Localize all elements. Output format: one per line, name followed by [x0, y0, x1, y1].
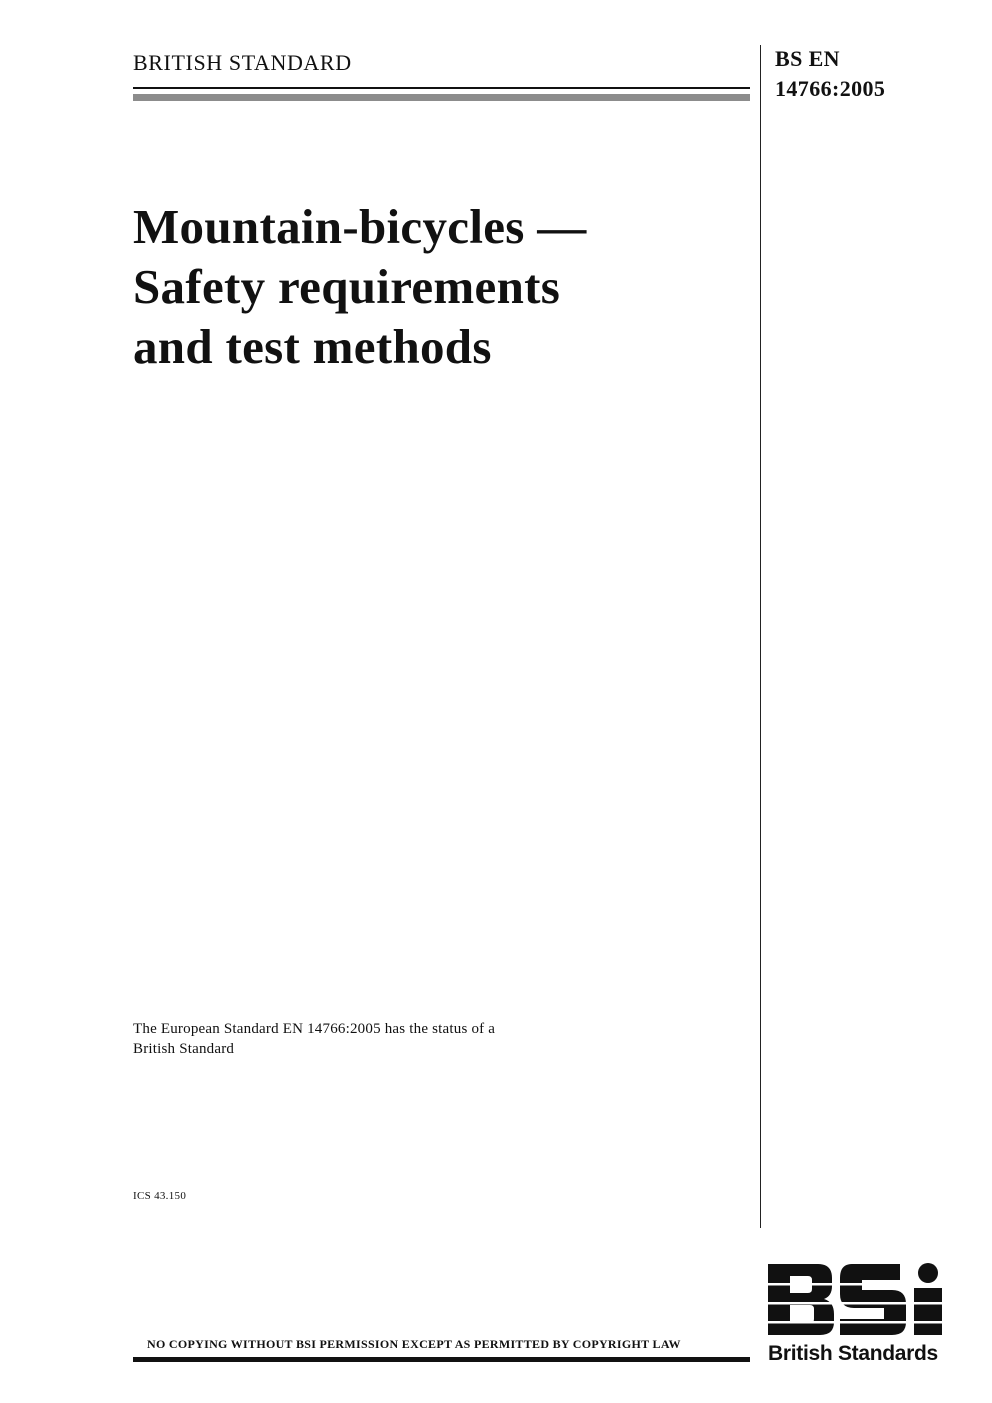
status-line1: The European Standard EN 14766:2005 has the status of a: [133, 1021, 496, 1037]
header-label: BRITISH STANDARD: [133, 50, 352, 75]
document-number-line2: 14766:2005: [775, 76, 886, 101]
bsi-logo-mark-icon: [766, 1262, 946, 1337]
document-title: [133, 197, 587, 377]
document-number: [775, 44, 885, 104]
header-rule-thick: [133, 94, 750, 101]
copyright-notice: NO COPYING WITHOUT BSI PERMISSION EXCEPT AS PERMITTED BY COPYRIGHT LAW: [147, 1337, 681, 1351]
vertical-divider: [760, 45, 761, 1228]
status-line2: British Standard: [133, 1041, 235, 1057]
title-line1: Mountain-bicycles —: [133, 199, 587, 254]
title-line3: and test methods: [133, 319, 492, 374]
status-statement: [133, 1019, 495, 1059]
ics-code: ICS 43.150: [133, 1190, 187, 1202]
bsi-logo-text: British Standards: [768, 1342, 938, 1365]
header-rule-thin: [133, 87, 750, 89]
title-line2: Safety requirements: [133, 259, 561, 314]
bsi-logo: [766, 1262, 946, 1372]
document-number-line1: BS EN: [775, 46, 840, 71]
footer-rule: [133, 1357, 750, 1362]
